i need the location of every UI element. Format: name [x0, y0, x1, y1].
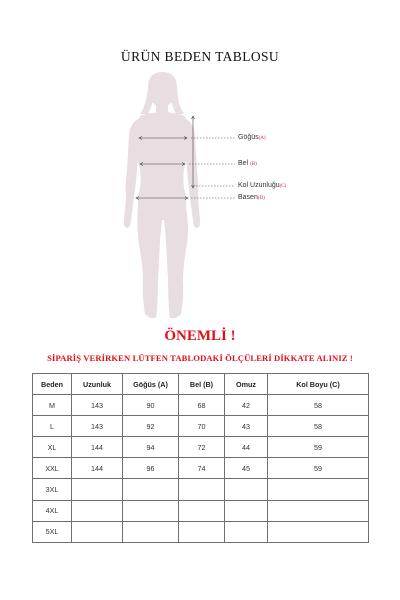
- table-cell: [268, 500, 369, 521]
- table-cell: [72, 479, 123, 500]
- table-header-row: [33, 374, 369, 395]
- table-row: [33, 500, 369, 521]
- table-row: [33, 479, 369, 500]
- column-header: Göğüs (A): [123, 374, 179, 395]
- table-cell: 58: [268, 395, 369, 416]
- silhouette-shape: [124, 72, 200, 318]
- table-cell: 92: [123, 416, 179, 437]
- table-row: [33, 395, 369, 416]
- page-title: ÜRÜN BEDEN TABLOSU: [120, 49, 280, 64]
- column-header: Uzunluk: [72, 374, 123, 395]
- table-cell: 43: [225, 416, 268, 437]
- important-heading: ÖNEMLİ !: [164, 328, 236, 344]
- size-table: [32, 373, 369, 543]
- table-cell: [72, 521, 123, 542]
- table-row: [33, 416, 369, 437]
- measurement-label-arm-length: Kol Uzunluğu(C): [238, 182, 287, 189]
- table-cell: 68: [179, 395, 225, 416]
- table-cell: M: [33, 395, 72, 416]
- table-cell: [123, 500, 179, 521]
- table-cell: 94: [123, 437, 179, 458]
- table-cell: [225, 521, 268, 542]
- table-cell: [123, 521, 179, 542]
- table-cell: [179, 479, 225, 500]
- table-row: [33, 437, 369, 458]
- table-cell: 96: [123, 458, 179, 479]
- table-cell: [179, 521, 225, 542]
- measurement-label-hip: Basen(D): [238, 194, 265, 201]
- table-cell: 58: [268, 416, 369, 437]
- table-cell: [72, 500, 123, 521]
- table-cell: 4XL: [33, 500, 72, 521]
- table-row: [33, 458, 369, 479]
- table-cell: 44: [225, 437, 268, 458]
- table-cell: 74: [179, 458, 225, 479]
- table-cell: XXL: [33, 458, 72, 479]
- table-cell: 3XL: [33, 479, 72, 500]
- column-header: Omuz: [225, 374, 268, 395]
- table-cell: 143: [72, 416, 123, 437]
- table-cell: 59: [268, 458, 369, 479]
- body-figure: [0, 70, 400, 330]
- table-cell: 59: [268, 437, 369, 458]
- measurement-label-waist: Bel (B): [238, 160, 257, 167]
- column-header: Kol Boyu (C): [268, 374, 369, 395]
- table-cell: 90: [123, 395, 179, 416]
- table-cell: L: [33, 416, 72, 437]
- table-cell: 45: [225, 458, 268, 479]
- table-cell: [225, 479, 268, 500]
- table-cell: [123, 479, 179, 500]
- table-cell: 144: [72, 458, 123, 479]
- table-cell: 5XL: [33, 521, 72, 542]
- table-cell: [268, 479, 369, 500]
- table-cell: 70: [179, 416, 225, 437]
- body-silhouette-illustration: [0, 70, 400, 330]
- warning-text: SİPARİŞ VERİRKEN LÜTFEN TABLODAKİ ÖLÇÜLERİ DİKKATE ALINIZ !: [47, 353, 353, 363]
- table-cell: 72: [179, 437, 225, 458]
- table-cell: XL: [33, 437, 72, 458]
- table-row: [33, 521, 369, 542]
- table-cell: [268, 521, 369, 542]
- column-header: Beden: [33, 374, 72, 395]
- column-header: Bel (B): [179, 374, 225, 395]
- measurement-label-bust: Göğüs(A): [238, 134, 266, 141]
- table-cell: [179, 500, 225, 521]
- table-cell: 42: [225, 395, 268, 416]
- table-cell: [225, 500, 268, 521]
- table-cell: 143: [72, 395, 123, 416]
- table-cell: 144: [72, 437, 123, 458]
